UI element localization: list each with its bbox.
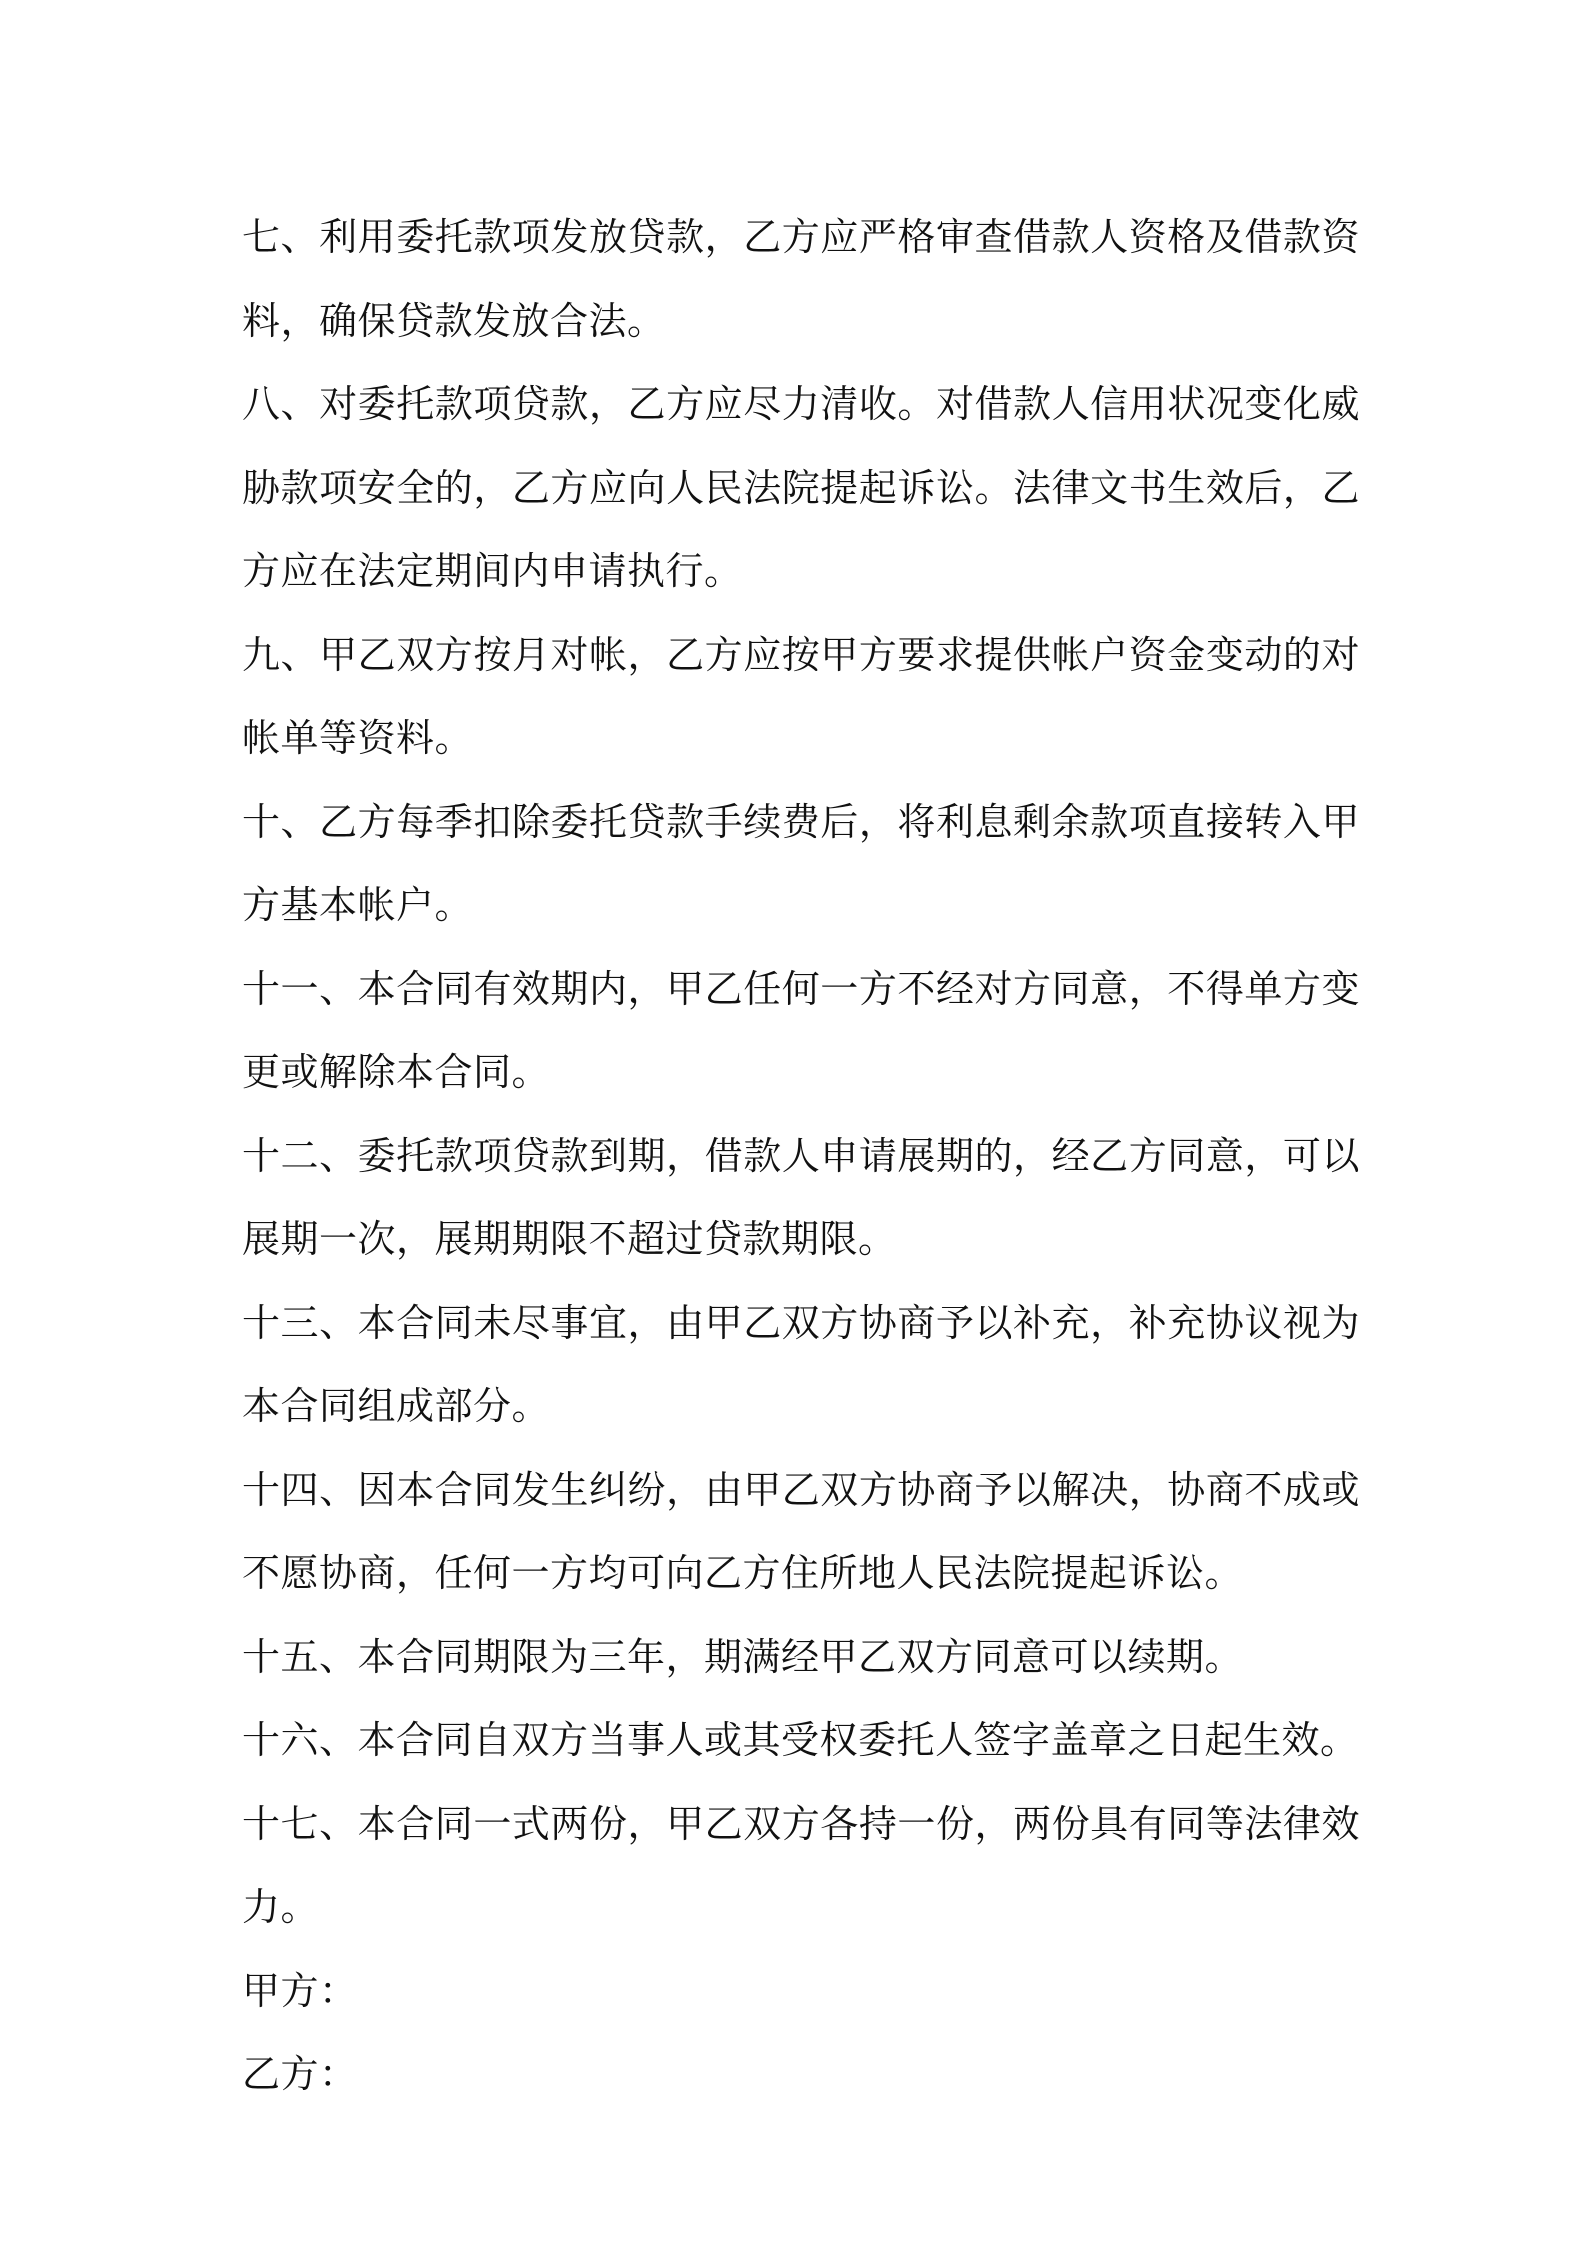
clause-11: 十一、本合同有效期内，甲乙任何一方不经对方同意，不得单方变更或解除本合同。: [242, 966, 1360, 1094]
contract-body: [242, 196, 1360, 2117]
clause-8: 八、对委托款项贷款，乙方应尽力清收。对借款人信用状况变化威胁款项安全的，乙方应向人民法院提起诉讼。法律文书生效后，乙方应在法定期间内申请执行。: [242, 382, 1360, 593]
clause-14: 十四、因本合同发生纠纷，由甲乙双方协商予以解决，协商不成或不愿协商，任何一方均可向乙方住所地人民法院提起诉讼。: [242, 1467, 1360, 1595]
clause-10: 十、乙方每季扣除委托贷款手续费后，将利息剩余款项直接转入甲方基本帐户。: [242, 799, 1360, 927]
clause-16: 十六、本合同自双方当事人或其受权委托人签字盖章之日起生效。: [242, 1718, 1359, 1762]
clause-13: 十三、本合同未尽事宜，由甲乙双方协商予以补充，补充协议视为本合同组成部分。: [242, 1300, 1360, 1428]
clause-17: 十七、本合同一式两份，甲乙双方各持一份，两份具有同等法律效力。: [242, 1801, 1360, 1929]
clause-12: 十二、委托款项贷款到期，借款人申请展期的，经乙方同意，可以展期一次，展期期限不超过贷款期限。: [242, 1133, 1360, 1261]
clause-9: 九、甲乙双方按月对帐，乙方应按甲方要求提供帐户资金变动的对帐单等资料。: [242, 632, 1360, 760]
party-b-signature-label: 乙方：: [242, 2052, 358, 2096]
party-a-signature-label: 甲方：: [242, 1968, 358, 2013]
clause-15: 十五、本合同期限为三年，期满经甲乙双方同意可以续期。: [242, 1634, 1244, 1679]
clause-7: 七、利用委托款项发放贷款，乙方应严格审查借款人资格及借款资料，确保贷款发放合法。: [242, 215, 1360, 343]
